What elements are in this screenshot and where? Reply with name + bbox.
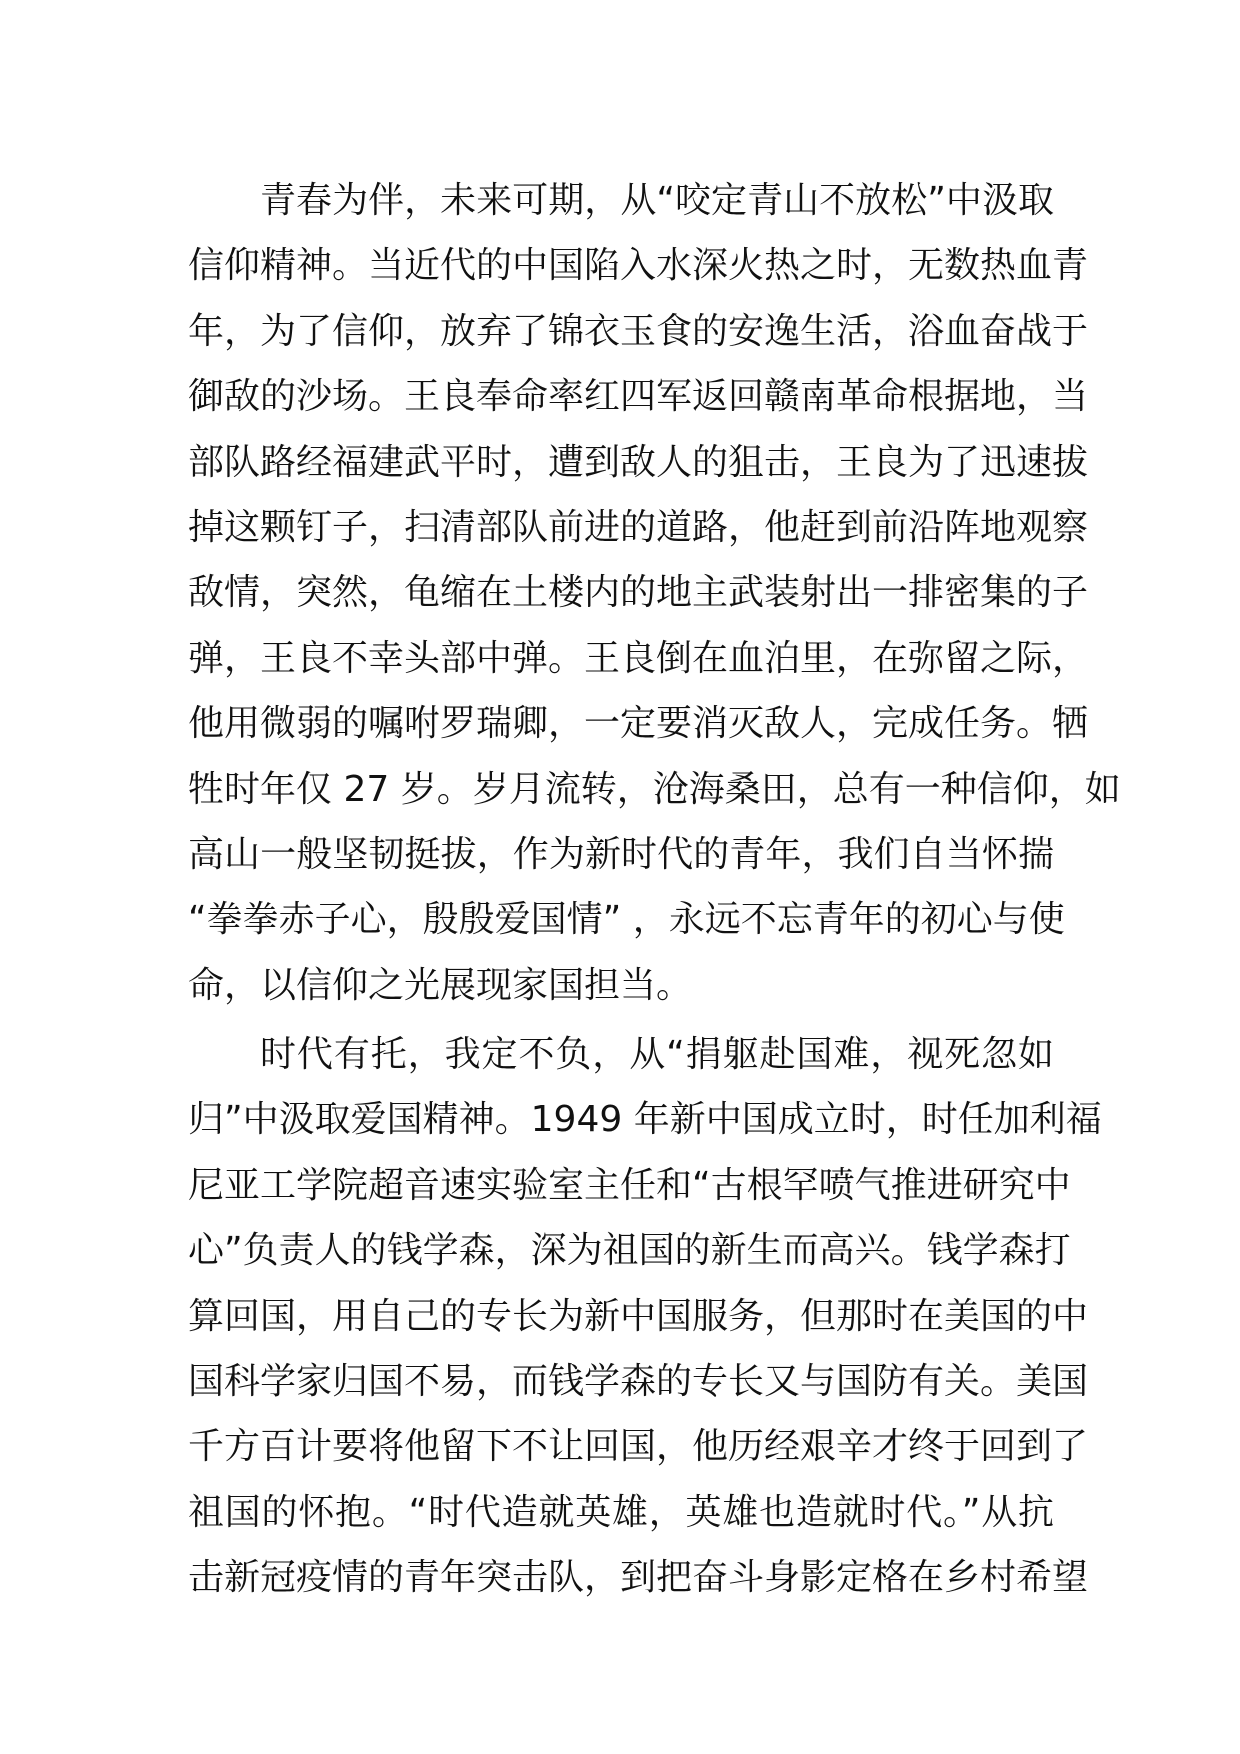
- text-line: 他用微弱的嘱咐罗瑞卿，一定要消灭敌人，完成任务。牺: [188, 703, 1089, 745]
- text-line: 信仰精神。当近代的中国陷入水深火热之时，无数热血青: [188, 245, 1089, 287]
- text-line: 千方百计要将他留下不让回国，他历经艰辛才终于回到了: [188, 1426, 1089, 1468]
- text-line: 掉这颗钉子，扫清部队前进的道路，他赶到前沿阵地观察: [188, 506, 1089, 548]
- text-line: 祖国的怀抱。“时代造就英雄，英雄也造就时代。”从抗: [188, 1491, 1054, 1533]
- text-line: 算回国，用自己的专长为新中国服务，但那时在美国的中: [188, 1295, 1089, 1337]
- paragraph-2: [188, 1022, 1102, 1611]
- text-line: 御敌的沙场。王良奉命率红四军返回赣南革命根据地，当: [188, 376, 1089, 418]
- text-line: 击新冠疫情的青年突击队，到把奋斗身影定格在乡村希望: [188, 1557, 1089, 1599]
- paragraph-1: [188, 168, 1121, 1018]
- text-line: 部队路经福建武平时，遭到敌人的狙击，王良为了迅速拔: [188, 441, 1089, 483]
- text-line: 青春为伴，未来可期，从“咬定青山不放松”中汲取: [260, 180, 1054, 221]
- text-line: “拳拳赤子心，殷殷爱国情” ，永远不忘青年的初心与使: [188, 899, 1065, 941]
- text-line: 归”中汲取爱国精神。1949 年新中国成立时，时任加利福: [188, 1099, 1102, 1141]
- text-line: 弹，王良不幸头部中弹。王良倒在血泊里，在弥留之际，: [188, 637, 1089, 679]
- text-line: 牲时年仅 27 岁。岁月流转，沧海桑田，总有一种信仰，如: [188, 768, 1121, 810]
- text-line: 时代有托，我定不负，从“捐躯赴国难，视死忽如: [260, 1034, 1054, 1076]
- text-line: 年，为了信仰，放弃了锦衣玉食的安逸生活，浴血奋战于: [188, 310, 1089, 352]
- text-line: 敌情，突然，龟缩在土楼内的地主武装射出一排密集的子: [188, 572, 1089, 614]
- text-line: 命，以信仰之光展现家国担当。: [188, 964, 693, 1006]
- text-line: 尼亚工学院超音速实验室主任和“古根罕喷气推进研究中: [188, 1164, 1071, 1206]
- text-line: 高山一般坚韧挺拔，作为新时代的青年，我们自当怀揣: [188, 833, 1054, 875]
- document-body: [188, 168, 1121, 1611]
- text-line: 国科学家归国不易，而钱学森的专长又与国防有关。美国: [188, 1361, 1089, 1403]
- text-line: 心”负责人的钱学森，深为祖国的新生而高兴。钱学森打: [188, 1230, 1071, 1272]
